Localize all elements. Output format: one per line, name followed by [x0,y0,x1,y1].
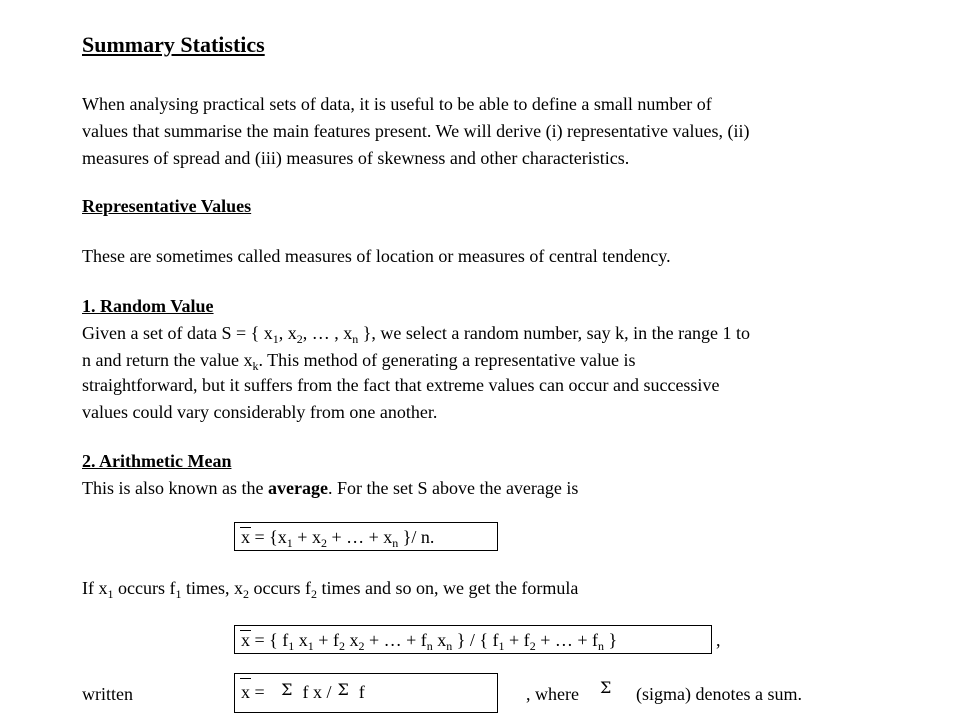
random-value-heading: 1. Random Value [82,296,214,316]
frequency-text: If $x_1$ occurs $f_1$ times, $x_2$ occurs $f_2$ times and so on, we get the formula [82,578,579,601]
random-value-line-2: n and return the value $x_k$. This method of generating a representative value is [82,350,636,373]
x-bar-symbol: x [241,523,250,551]
written-label: written [82,684,133,704]
mean-formula-box: $x = \{x_1 + x_2$ + … + $x_n$ }/ n. [234,522,498,551]
representative-values-text: These are sometimes called measures of location or measures of central tendency. [82,246,671,266]
weighted-mean-formula-box: x = { $f_1$ $x_1 + f_2$ $x_2$ + … + $f_n$ $x_n$ } / { $f_1 + f_2$ + … + $f_n$ } [234,625,712,654]
arithmetic-mean-heading: 2. Arithmetic Mean [82,451,232,471]
sigma-description: (sigma) denotes a sum. [636,684,802,704]
intro-line-2: values that summarise the main features present. We will derive (i) representative values, (ii) [82,121,750,141]
random-value-line-3: straightforward, but it suffers from the fact that extreme values can occur and successive [82,375,720,395]
sigma-formula-box: x = Σ f x / Σ f [234,673,498,713]
sigma-symbol: Σ [600,678,612,697]
x-bar-symbol: x [241,626,250,654]
where-text: , where [526,684,579,704]
x-bar-symbol: x [241,674,250,710]
arithmetic-mean-text: This is also known as the average. For the set S above the average is [82,478,579,498]
intro-line-1: When analysing practical sets of data, it is useful to be able to define a small number of [82,94,712,114]
representative-values-heading: Representative Values [82,196,252,216]
sigma-icon: Σ [337,680,349,699]
random-value-line-4: values could vary considerably from one another. [82,402,438,422]
formula-comma: , [716,630,721,650]
random-value-line-1: Given a set of data S = { $x_1$, $x_2$, … , $x_n$ }, we select a random number, say k, in the range 1 to [82,323,751,346]
sigma-icon: Σ [281,680,293,699]
intro-line-3: measures of spread and (iii) measures of skewness and other characteristics. [82,148,630,168]
page-title: Summary Statistics [82,32,265,57]
